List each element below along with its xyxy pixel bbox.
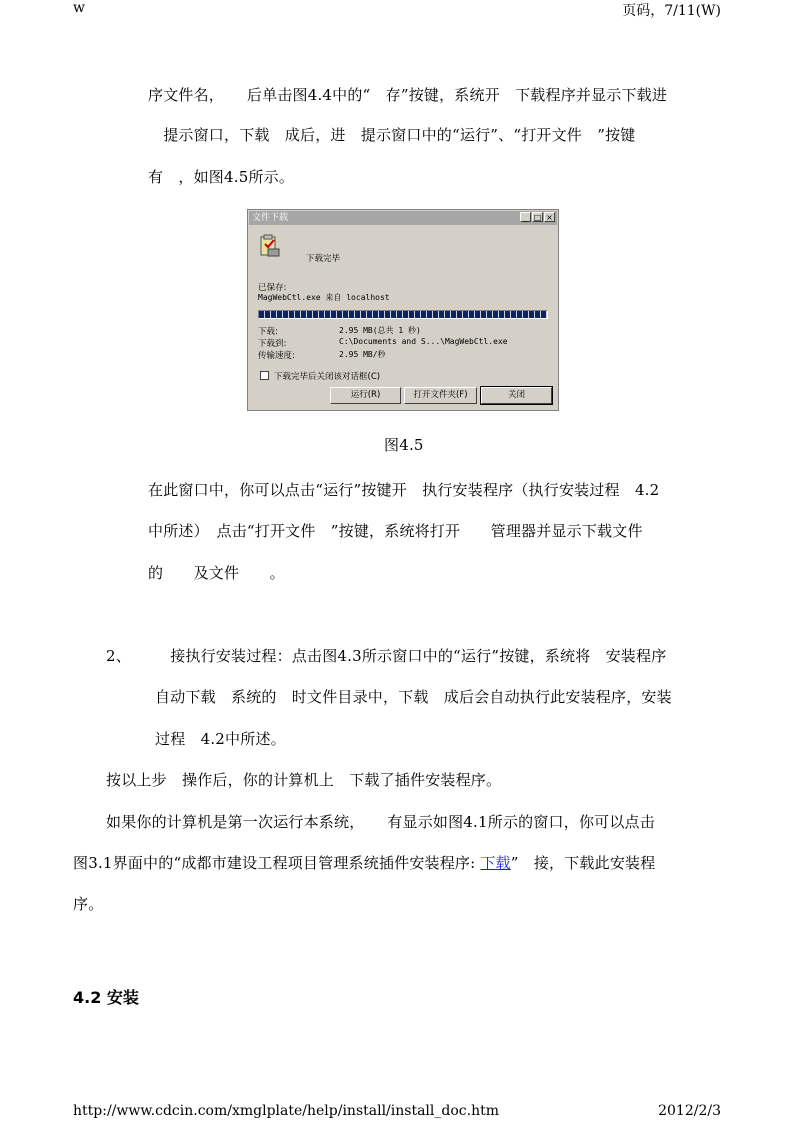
close-button[interactable]: 关闭 (481, 387, 552, 404)
close-on-complete-label: 下载完毕后关闭该对话框(C) (274, 372, 381, 382)
transfer-rate-value: 2.95 MB/秒 (339, 350, 386, 359)
footer-url: http://www.cdcin.com/xmglplate/help/install/install_doc.htm (73, 1103, 499, 1119)
paragraph-line: 中所述） 点击“打开文件 ”按键，系统将打开 管理器并显示下载文件 (148, 522, 643, 540)
list-number: 2、 (106, 647, 131, 665)
dialog-titlebar (249, 211, 557, 225)
header-left: w (73, 0, 85, 16)
paragraph-line: 在此窗口中，你可以点击“运行”按键开 执行安装程序（执行安装过程 4.2 (148, 481, 660, 499)
list-item-line: 过程 4.2中所述。 (155, 730, 286, 748)
close-icon[interactable]: × (544, 212, 555, 222)
minimize-icon[interactable]: _ (520, 212, 531, 222)
figure-caption: 图4.5 (384, 436, 424, 454)
download-to-value: C:\Documents and S...\MagWebCtl.exe (339, 337, 508, 346)
paragraph-line: 序。 (73, 895, 104, 913)
download-to-label: 下载到: (258, 339, 287, 349)
paragraph-line: 如果你的计算机是第一次运行本系统， 有显示如图4.1所示的窗口，你可以点击 (106, 813, 655, 831)
paragraph-line: 序文件名， 后单击图4.4中的“ 存”按键，系统开 下载程序并显示下载进 (148, 86, 668, 104)
footer-date: 2012/2/3 (658, 1103, 721, 1119)
paragraph-line: 的 及文件 。 (148, 564, 285, 582)
paragraph-line: 按以上步 操作后，你的计算机上 下载了插件安装程序。 (106, 771, 502, 789)
open-folder-button[interactable]: 打开文件夹(F) (404, 387, 477, 404)
section-heading: 4.2 安装 (73, 988, 139, 1007)
run-button[interactable]: 运行(R) (330, 387, 401, 404)
download-complete-icon (259, 234, 281, 258)
paragraph-line: 有 ，如图4.5所示。 (148, 168, 295, 186)
download-size-value: 2.95 MB(总共 1 秒) (339, 326, 421, 335)
list-item-line: 自动下载 系统的 时文件目录中，下载 成后会自动执行此安装程序，安装 (155, 688, 672, 706)
paragraph-line: 提示窗口，下载 成后，进 提示窗口中的“运行”、“打开文件 ”按键 (148, 126, 636, 144)
list-item-line: 接执行安装过程：点击图4.3所示窗口中的“运行”按键，系统将 安装程序 (155, 647, 667, 665)
download-size-label: 下载: (258, 327, 278, 337)
paragraph-line (73, 852, 655, 873)
download-link[interactable]: 下载 (480, 854, 511, 872)
paragraph-text: 图3.1界面中的“成都市建设工程项目管理系统插件安装程序: (73, 854, 481, 872)
file-download-dialog (247, 209, 559, 411)
close-on-complete-checkbox[interactable] (260, 371, 269, 380)
saved-value: MagWebCtl.exe 来自 localhost (258, 293, 390, 302)
maximize-icon[interactable]: □ (533, 213, 542, 222)
saved-label: 已保存: (258, 283, 287, 293)
header-page-number: 页码，7/11(W) (622, 3, 721, 19)
dialog-title: 文件下载 (252, 213, 289, 223)
paragraph-text: ” 接，下载此安装程 (510, 854, 656, 872)
transfer-rate-label: 传输速度: (258, 351, 295, 361)
download-progress-bar (258, 310, 548, 319)
download-status: 下载完毕 (306, 254, 341, 264)
